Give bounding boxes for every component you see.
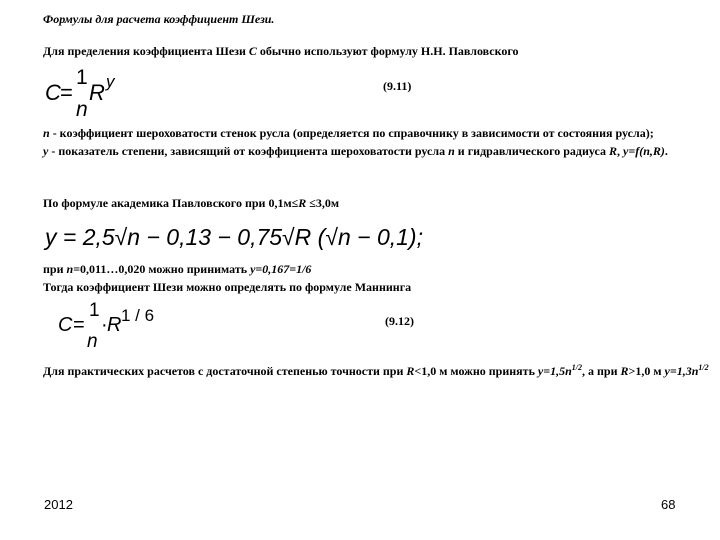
condition-text-2: =0,011…0,020 можно принимать xyxy=(73,262,251,276)
practical-paragraph xyxy=(7,362,711,380)
practical-text-d: >1,0 м xyxy=(628,364,665,378)
formula-exponent: y xyxy=(106,72,115,91)
practical-r2: R xyxy=(620,364,629,378)
academic-line xyxy=(43,196,339,211)
manning-line: Тогда коэффициент Шези можно определять по формуле Маннинга xyxy=(43,280,412,294)
intro-text-end: обычно используют формулу Н.Н. Павловского xyxy=(256,44,519,58)
page-title: Формулы для расчета коэффициент Шези. xyxy=(43,12,275,26)
formula-y: y = 2,5√n − 0,13 − 0,75√R (√n − 0,1); xyxy=(45,224,423,250)
formula2-numerator: 1 xyxy=(89,300,100,321)
intro-text: Для пределения коэффициента Шези xyxy=(43,44,249,58)
y-definition-text-3: , xyxy=(617,144,624,158)
formula-equals: = xyxy=(60,80,73,105)
chezy-symbol: C xyxy=(248,44,257,58)
y-symbol: y xyxy=(43,144,49,158)
n-symbol: n xyxy=(43,126,50,140)
formula2-equals: = xyxy=(73,314,85,336)
y-definition-text-4: . xyxy=(664,144,668,158)
n-definition xyxy=(7,124,711,142)
formula-lhs: C xyxy=(45,80,61,105)
formula2-dot: · xyxy=(101,314,108,336)
practical-text-a: Для практических расчетов с достаточной степенью точности при xyxy=(43,364,407,378)
y-function: y=f(n,R) xyxy=(623,144,665,158)
practical-formula-2-base: y=1,3n xyxy=(664,364,699,378)
footer-year: 2012 xyxy=(44,497,73,512)
formula2-lhs: C xyxy=(58,314,73,336)
practical-r1: R xyxy=(406,364,415,378)
definitions-paragraph xyxy=(7,124,711,160)
intro-line xyxy=(43,44,519,59)
condition-text: при xyxy=(43,262,67,276)
academic-text: По формуле академика Павловского при 0,1м xyxy=(43,196,292,210)
r-symbol: R xyxy=(298,196,307,210)
practical-formula-2 xyxy=(665,364,709,378)
practical-text-b: <1,0 м можно принять xyxy=(414,364,538,378)
condition-line xyxy=(43,262,311,277)
condition-y: y=0,167=1/6 xyxy=(250,262,312,276)
y-r-symbol: R xyxy=(609,144,618,158)
practical-text xyxy=(7,362,711,380)
n-definition-text: - коэффициент шероховатости стенок русла (определяется по справочнику в зависимости от состояния русла); xyxy=(49,126,654,140)
formula2-base: R xyxy=(107,314,122,336)
condition-n: n xyxy=(66,262,74,276)
formula-numerator: 1 xyxy=(76,66,88,89)
practical-formula-2-sup: 1/2 xyxy=(698,363,709,372)
y-n-symbol: n xyxy=(448,144,455,158)
formula-denominator: n xyxy=(76,98,88,121)
formula2-exponent: 1 / 6 xyxy=(121,306,155,325)
practical-formula-1 xyxy=(538,364,582,378)
le-sign: ≤ xyxy=(291,196,299,210)
practical-text-c: , а при xyxy=(582,364,621,378)
practical-formula-1-base: y=1,5n xyxy=(537,364,572,378)
equation-number-9-11: (9.11) xyxy=(383,79,412,93)
le-sign-2: ≤ xyxy=(306,196,316,210)
y-definition xyxy=(7,142,711,160)
y-definition-text: - показатель степени, зависящий от коэффициента шероховатости русла xyxy=(48,144,449,158)
formula2-denominator: n xyxy=(87,331,98,352)
formula-base: R xyxy=(89,80,105,105)
academic-text-end: 3,0м xyxy=(315,196,340,210)
practical-formula-1-sup: 1/2 xyxy=(571,363,582,372)
y-definition-text-2: и гидравлического радиуса xyxy=(454,144,610,158)
page-number: 68 xyxy=(661,497,676,512)
equation-number-9-12: (9.12) xyxy=(385,314,414,328)
